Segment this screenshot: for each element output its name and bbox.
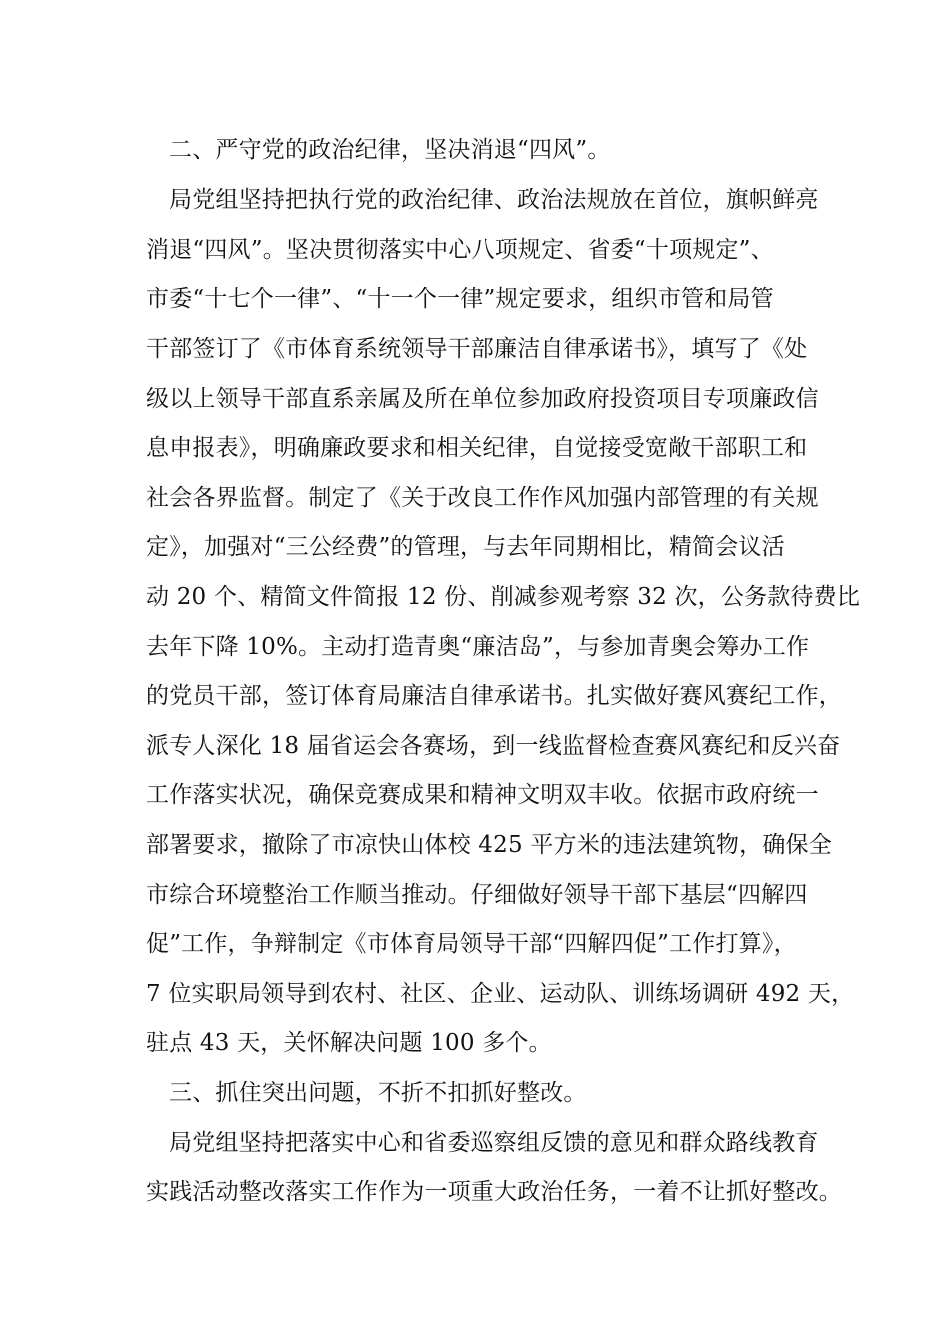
paragraph-line: 部署要求，撤除了市凉快山体校 425 平方米的违法建筑物，确保全 [146,832,832,858]
paragraph-line: 去年下降 10%。主动打造青奥“廉洁岛”，与参加青奥会筹办工作 [146,634,810,660]
paragraph-line: 驻点 43 天，关怀解决问题 100 多个。 [146,1030,552,1056]
paragraph-line: 定》，加强对“三公经费”的管理，与去年同期相比，精简会议活 [146,534,785,560]
paragraph-line: 市综合环境整治工作顺当推动。仔细做好领导干部下基层“四解四 [146,882,808,908]
paragraph-line: 局党组坚持把落实中心和省委巡察组反馈的意见和群众路线教育 [169,1130,819,1156]
paragraph-line: 促”工作，争辩制定《市体育局领导干部“四解四促”工作打算》， [146,931,797,957]
paragraph-line: 实践活动整改落实工作作为一项重大政治任务，一着不让抓好整改。 [146,1179,842,1205]
section-heading-2: 二、严守党的政治纪律，坚决消退“四风”。 [169,137,611,163]
paragraph-line: 干部签订了《市体育系统领导干部廉洁自律承诺书》，填写了《处 [146,336,808,362]
paragraph-line: 的党员干部，签订体育局廉洁自律承诺书。扎实做好赛风赛纪工作， [146,683,842,709]
paragraph-line: 工作落实状况，确保竞赛成果和精神文明双丰收。依据市政府统一 [146,782,819,808]
paragraph-line: 派专人深化 18 届省运会各赛场，到一线监督检查赛风赛纪和反兴奋 [146,733,841,759]
section-heading-3: 三、抓住突出问题，不折不扣抓好整改。 [169,1080,587,1106]
paragraph-line: 社会各界监督。制定了《关于改良工作作风加强内部管理的有关规 [146,485,819,511]
paragraph-line: 7 位实职局领导到农村、社区、企业、运动队、训练场调研 492 天， [146,981,855,1007]
paragraph-line: 息申报表》，明确廉政要求和相关纪律，自觉接受宽敞干部职工和 [146,435,808,461]
paragraph-line: 动 20 个、精简文件简报 12 份、削减参观考察 32 次，公务款待费比 [146,584,861,610]
paragraph-line: 级以上领导干部直系亲属及所在单位参加政府投资项目专项廉政信 [146,386,819,412]
paragraph-line: 市委“十七个一律”、“十一个一律”规定要求，组织市管和局管 [146,286,774,312]
paragraph-line: 局党组坚持把执行党的政治纪律、政治法规放在首位，旗帜鲜亮 [169,187,819,213]
paragraph-line: 消退“四风”。坚决贯彻落实中心八项规定、省委“十项规定”、 [146,237,774,263]
